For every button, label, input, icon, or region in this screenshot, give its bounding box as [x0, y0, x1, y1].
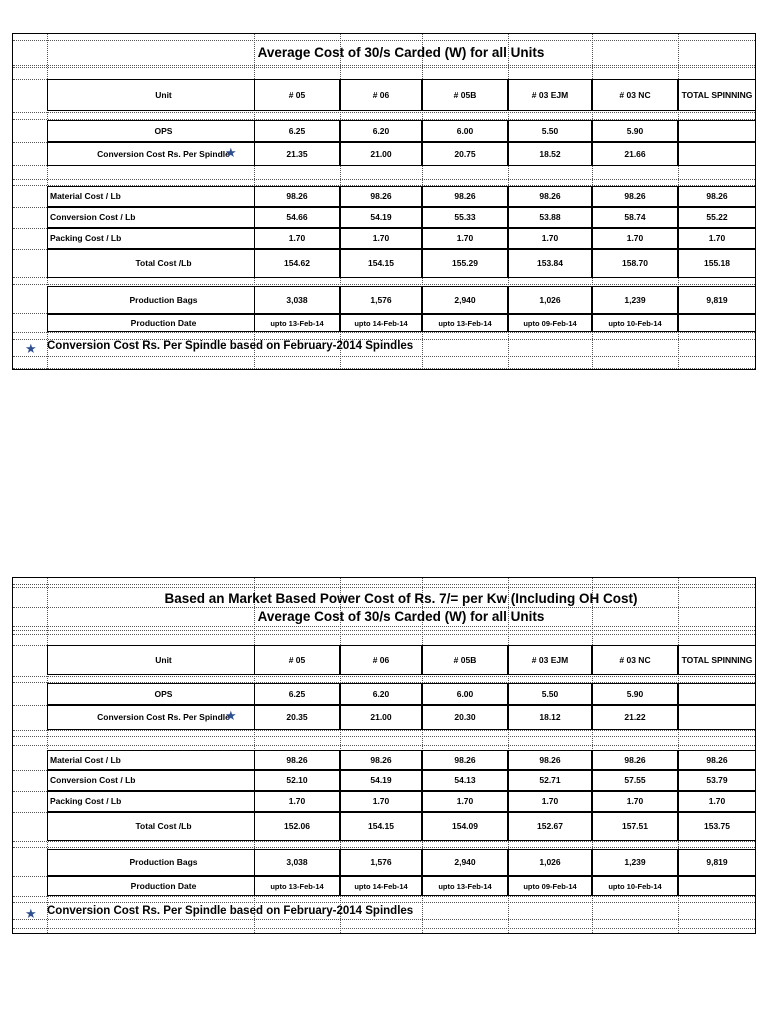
date-row-value: upto 14-Feb-14 — [340, 876, 422, 896]
ops-row-value: 6.20 — [340, 120, 422, 142]
conversion-spindle-row-value: 21.35 — [254, 142, 340, 166]
star-icon: ★ — [225, 145, 237, 160]
grid-line — [13, 179, 755, 180]
grid-line — [13, 634, 755, 635]
grid-line — [13, 587, 755, 588]
total-row-value: 154.15 — [340, 812, 422, 841]
grid-line — [13, 368, 755, 369]
bags-row-label: Production Bags — [47, 849, 280, 876]
total-row-value: 158.70 — [592, 249, 678, 278]
header-unit-column: # 06 — [340, 79, 422, 111]
conversion-spindle-row-value: 21.00 — [340, 705, 422, 730]
conversion-spindle-row-value: 21.00 — [340, 142, 422, 166]
conversion-spindle-row-value: 21.66 — [592, 142, 678, 166]
bags-row-label: Production Bags — [47, 286, 280, 314]
cost-row-value: 52.10 — [254, 770, 340, 791]
date-row-value: upto 09-Feb-14 — [508, 876, 592, 896]
ops-row-value: 6.25 — [254, 683, 340, 705]
bags-row-value: 2,940 — [422, 849, 508, 876]
total-row-value: 154.62 — [254, 249, 340, 278]
grid-line — [13, 676, 755, 677]
ops-row-value: 6.00 — [422, 120, 508, 142]
cost-row-value: 98.26 — [340, 186, 422, 207]
grid-line — [13, 65, 755, 66]
cost-row-value: 1.70 — [254, 228, 340, 249]
ops-row-label: OPS — [47, 683, 280, 705]
header-unit-column: # 03 NC — [592, 645, 678, 675]
sheet-title: Average Cost of 30/s Carded (W) for all Units — [257, 609, 545, 624]
grid-line — [13, 841, 755, 842]
star-icon: ★ — [225, 708, 237, 723]
conversion-spindle-row-value: 20.30 — [422, 705, 508, 730]
header-unit: Unit — [47, 645, 280, 675]
header-unit-column: # 05B — [422, 645, 508, 675]
grid-line — [13, 356, 755, 357]
cost-row-value: 1.70 — [592, 791, 678, 812]
cost-row-value: 55.33 — [422, 207, 508, 228]
cost-sheet-2 — [12, 577, 756, 934]
date-row-value — [678, 876, 756, 896]
date-row-value: upto 10-Feb-14 — [592, 876, 678, 896]
grid-line — [13, 630, 755, 631]
conversion-spindle-row-value: 21.22 — [592, 705, 678, 730]
cost-sheet-1 — [12, 33, 756, 370]
date-row-label: Production Date — [47, 314, 280, 332]
cost-row-value: 98.26 — [340, 750, 422, 770]
cost-row-label: Conversion Cost / Lb — [47, 770, 280, 791]
cost-row-value: 1.70 — [508, 791, 592, 812]
total-row-value: 152.06 — [254, 812, 340, 841]
star-icon: ★ — [25, 341, 37, 356]
cost-row-value: 1.70 — [422, 228, 508, 249]
cost-row-value: 52.71 — [508, 770, 592, 791]
bags-row-value: 9,819 — [678, 286, 756, 314]
cost-row-value: 55.22 — [678, 207, 756, 228]
grid-line — [13, 730, 755, 731]
cost-row-value: 54.13 — [422, 770, 508, 791]
cost-row-value: 1.70 — [422, 791, 508, 812]
header-unit-column: # 03 NC — [592, 79, 678, 111]
ops-row-value — [678, 683, 756, 705]
date-row-label: Production Date — [47, 876, 280, 896]
cost-row-label: Conversion Cost / Lb — [47, 207, 280, 228]
grid-line — [13, 626, 755, 627]
cost-row-value: 1.70 — [678, 228, 756, 249]
header-unit-column: # 03 EJM — [508, 645, 592, 675]
bags-row-value: 1,239 — [592, 849, 678, 876]
cost-row-label: Material Cost / Lb — [47, 186, 280, 207]
bags-row-value: 1,026 — [508, 286, 592, 314]
total-row-value: 153.75 — [678, 812, 756, 841]
cost-row-value: 53.88 — [508, 207, 592, 228]
total-row-value: 152.67 — [508, 812, 592, 841]
cost-row-label: Packing Cost / Lb — [47, 791, 280, 812]
grid-line — [13, 847, 755, 848]
conversion-spindle-row-value — [678, 705, 756, 730]
date-row-value: upto 13-Feb-14 — [254, 314, 340, 332]
cost-row-value: 54.66 — [254, 207, 340, 228]
cost-row-value: 1.70 — [340, 228, 422, 249]
cost-row-value: 57.55 — [592, 770, 678, 791]
grid-line — [13, 928, 755, 929]
ops-row-value: 5.50 — [508, 683, 592, 705]
cost-row-value: 98.26 — [422, 750, 508, 770]
cost-row-value: 1.70 — [254, 791, 340, 812]
cost-row-value: 98.26 — [422, 186, 508, 207]
total-row-value: 155.29 — [422, 249, 508, 278]
bags-row-value: 2,940 — [422, 286, 508, 314]
header-unit-column: # 06 — [340, 645, 422, 675]
star-icon: ★ — [25, 906, 37, 921]
ops-row-value — [678, 120, 756, 142]
ops-row-value: 6.20 — [340, 683, 422, 705]
ops-row-value: 6.25 — [254, 120, 340, 142]
conversion-spindle-row-value: 18.52 — [508, 142, 592, 166]
cost-row-value: 1.70 — [340, 791, 422, 812]
conversion-spindle-row-value — [678, 142, 756, 166]
cost-row-label: Packing Cost / Lb — [47, 228, 280, 249]
grid-line — [13, 902, 755, 903]
total-row-value: 155.18 — [678, 249, 756, 278]
ops-row-value: 5.50 — [508, 120, 592, 142]
cost-row-value: 98.26 — [678, 186, 756, 207]
date-row-value: upto 09-Feb-14 — [508, 314, 592, 332]
grid-line — [13, 112, 755, 113]
cost-row-value: 98.26 — [592, 750, 678, 770]
cost-row-value: 58.74 — [592, 207, 678, 228]
header-unit-column: # 05 — [254, 645, 340, 675]
bags-row-value: 3,038 — [254, 286, 340, 314]
grid-line — [13, 736, 755, 737]
date-row-value: upto 13-Feb-14 — [422, 876, 508, 896]
bags-row-value: 9,819 — [678, 849, 756, 876]
bags-row-value: 1,026 — [508, 849, 592, 876]
conversion-spindle-row-label: Conversion Cost Rs. Per Spindle — [47, 142, 280, 166]
header-unit-column: # 05 — [254, 79, 340, 111]
grid-line — [13, 896, 755, 897]
bags-row-value: 1,576 — [340, 286, 422, 314]
date-row-value — [678, 314, 756, 332]
sheet-title: Based an Market Based Power Cost of Rs. 7/= per Kw (Including OH Cost) — [164, 591, 638, 606]
conversion-spindle-row-value: 20.35 — [254, 705, 340, 730]
cost-row-label: Material Cost / Lb — [47, 750, 280, 770]
total-row-value: 154.09 — [422, 812, 508, 841]
header-unit-column: TOTAL SPINNING — [678, 79, 756, 111]
conversion-spindle-row-value: 20.75 — [422, 142, 508, 166]
header-unit-column: # 03 EJM — [508, 79, 592, 111]
cost-row-value: 1.70 — [508, 228, 592, 249]
ops-row-value: 5.90 — [592, 120, 678, 142]
cost-row-value: 98.26 — [678, 750, 756, 770]
cost-row-value: 54.19 — [340, 207, 422, 228]
grid-line — [13, 745, 755, 746]
header-unit-column: # 05B — [422, 79, 508, 111]
sheet-title: Average Cost of 30/s Carded (W) for all Units — [257, 45, 545, 60]
grid-line — [13, 332, 755, 333]
total-row-label: Total Cost /Lb — [47, 249, 280, 278]
footnote: Conversion Cost Rs. Per Spindle based on February-2014 Spindles — [47, 340, 414, 352]
bags-row-value: 1,576 — [340, 849, 422, 876]
header-unit-column: TOTAL SPINNING — [678, 645, 756, 675]
cost-row-value: 98.26 — [592, 186, 678, 207]
cost-row-value: 98.26 — [508, 186, 592, 207]
total-row-value: 157.51 — [592, 812, 678, 841]
ops-row-label: OPS — [47, 120, 280, 142]
cost-row-value: 1.70 — [678, 791, 756, 812]
grid-line — [13, 919, 755, 920]
cost-row-value: 53.79 — [678, 770, 756, 791]
bags-row-value: 3,038 — [254, 849, 340, 876]
cost-row-value: 54.19 — [340, 770, 422, 791]
grid-line — [13, 40, 755, 41]
grid-line — [13, 284, 755, 285]
grid-line — [13, 584, 755, 585]
cost-row-value: 98.26 — [254, 750, 340, 770]
bags-row-value: 1,239 — [592, 286, 678, 314]
conversion-spindle-row-value: 18.12 — [508, 705, 592, 730]
cost-row-value: 98.26 — [254, 186, 340, 207]
total-row-value: 153.84 — [508, 249, 592, 278]
total-row-label: Total Cost /Lb — [47, 812, 280, 841]
date-row-value: upto 13-Feb-14 — [254, 876, 340, 896]
date-row-value: upto 13-Feb-14 — [422, 314, 508, 332]
ops-row-value: 5.90 — [592, 683, 678, 705]
ops-row-value: 6.00 — [422, 683, 508, 705]
cost-row-value: 98.26 — [508, 750, 592, 770]
date-row-value: upto 14-Feb-14 — [340, 314, 422, 332]
total-row-value: 154.15 — [340, 249, 422, 278]
date-row-value: upto 10-Feb-14 — [592, 314, 678, 332]
grid-line — [13, 67, 755, 68]
conversion-spindle-row-label: Conversion Cost Rs. Per Spindle — [47, 705, 280, 730]
footnote: Conversion Cost Rs. Per Spindle based on February-2014 Spindles — [47, 905, 414, 917]
header-unit: Unit — [47, 79, 280, 111]
cost-row-value: 1.70 — [592, 228, 678, 249]
grid-line — [13, 607, 755, 608]
